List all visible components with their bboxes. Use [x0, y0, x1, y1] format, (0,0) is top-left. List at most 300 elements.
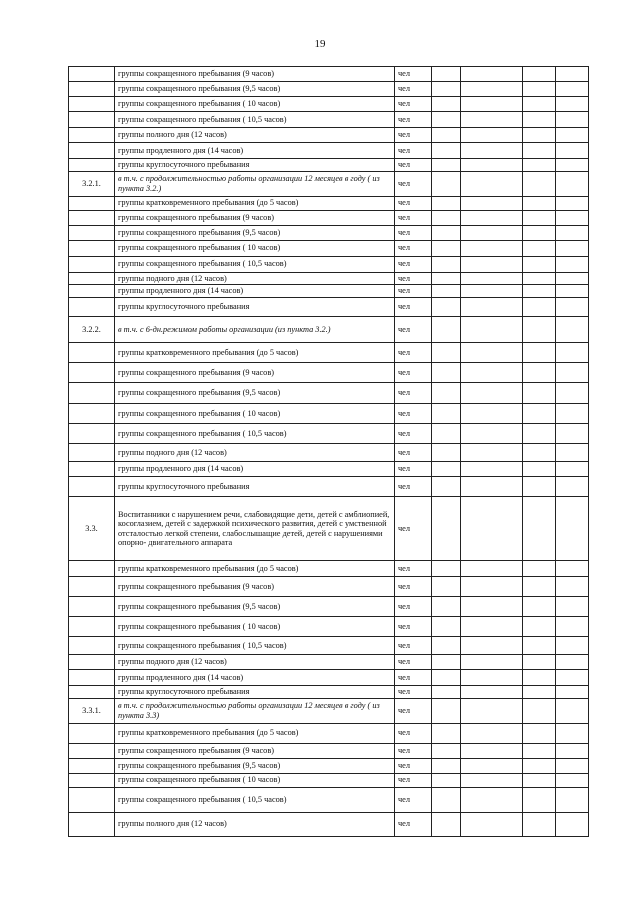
value-cell	[556, 285, 589, 298]
value-cell	[523, 159, 556, 172]
value-cell	[556, 143, 589, 159]
value-cell	[523, 773, 556, 787]
value-cell	[523, 196, 556, 210]
value-cell	[556, 561, 589, 577]
value-cell	[432, 298, 461, 317]
row-number	[69, 240, 115, 256]
table-row	[69, 812, 589, 836]
row-unit: чел	[395, 317, 432, 343]
row-description: группы сокращенного пребывания ( 10 часов)	[115, 97, 395, 112]
value-cell	[432, 424, 461, 444]
value-cell	[556, 812, 589, 836]
value-cell	[432, 317, 461, 343]
row-description: группы полного дня (12 часов)	[115, 812, 395, 836]
row-number	[69, 743, 115, 758]
value-cell	[432, 285, 461, 298]
table-row	[69, 171, 589, 196]
row-number	[69, 363, 115, 383]
table-row	[69, 758, 589, 773]
value-cell	[556, 497, 589, 561]
value-cell	[432, 787, 461, 812]
value-cell	[523, 477, 556, 497]
table-row	[69, 773, 589, 787]
value-cell	[432, 128, 461, 143]
row-number	[69, 637, 115, 655]
table-row	[69, 82, 589, 97]
row-number	[69, 477, 115, 497]
row-number: 3.3.1.	[69, 698, 115, 723]
row-unit: чел	[395, 444, 432, 462]
table-row	[69, 343, 589, 363]
row-description: группы сокращенного пребывания (9 часов)	[115, 363, 395, 383]
value-cell	[556, 82, 589, 97]
table-row	[69, 128, 589, 143]
statistics-table	[68, 66, 589, 837]
value-cell	[556, 617, 589, 637]
table-row	[69, 597, 589, 617]
row-description: группы сокращенного пребывания (9,5 часов)	[115, 383, 395, 404]
row-unit: чел	[395, 363, 432, 383]
row-unit: чел	[395, 743, 432, 758]
row-description: группы кратковременного пребывания (до 5 часов)	[115, 723, 395, 743]
value-cell	[432, 343, 461, 363]
row-description: группы круглосуточного пребывания	[115, 686, 395, 699]
value-cell	[432, 686, 461, 699]
table-row	[69, 723, 589, 743]
value-cell	[556, 787, 589, 812]
value-cell	[432, 363, 461, 383]
table-row	[69, 143, 589, 159]
row-unit: чел	[395, 637, 432, 655]
value-cell	[432, 617, 461, 637]
row-description: группы кратковременного пребывания (до 5 часов)	[115, 561, 395, 577]
value-cell	[556, 444, 589, 462]
row-number	[69, 82, 115, 97]
table-row	[69, 617, 589, 637]
table-row	[69, 210, 589, 225]
value-cell	[432, 143, 461, 159]
value-cell	[523, 272, 556, 285]
value-cell	[523, 343, 556, 363]
value-cell	[556, 317, 589, 343]
value-cell	[523, 444, 556, 462]
row-number: 3.3.	[69, 497, 115, 561]
value-cell	[556, 240, 589, 256]
value-cell	[523, 577, 556, 597]
value-cell	[523, 383, 556, 404]
value-cell	[432, 444, 461, 462]
value-cell	[523, 404, 556, 424]
row-description: группы продленного дня (14 часов)	[115, 143, 395, 159]
value-cell	[432, 196, 461, 210]
row-number	[69, 462, 115, 477]
value-cell	[523, 67, 556, 82]
value-cell	[461, 97, 523, 112]
row-description: группы сокращенного пребывания (9 часов)	[115, 743, 395, 758]
value-cell	[432, 723, 461, 743]
row-number: 3.2.1.	[69, 171, 115, 196]
row-number	[69, 723, 115, 743]
value-cell	[556, 196, 589, 210]
row-number	[69, 143, 115, 159]
row-description: группы продленного дня (14 часов)	[115, 670, 395, 686]
value-cell	[432, 210, 461, 225]
table-row	[69, 462, 589, 477]
value-cell	[556, 298, 589, 317]
row-number	[69, 617, 115, 637]
row-unit: чел	[395, 210, 432, 225]
row-unit: чел	[395, 112, 432, 128]
value-cell	[556, 256, 589, 272]
row-unit: чел	[395, 670, 432, 686]
row-unit: чел	[395, 404, 432, 424]
value-cell	[461, 597, 523, 617]
row-unit: чел	[395, 225, 432, 240]
row-unit: чел	[395, 812, 432, 836]
value-cell	[461, 112, 523, 128]
table-row	[69, 670, 589, 686]
row-description: группы сокращенного пребывания ( 10 часов)	[115, 773, 395, 787]
value-cell	[523, 462, 556, 477]
row-number	[69, 686, 115, 699]
row-number	[69, 210, 115, 225]
row-description: группы продленного дня (14 часов)	[115, 285, 395, 298]
value-cell	[432, 404, 461, 424]
row-description: группы сокращенного пребывания ( 10,5 часов)	[115, 256, 395, 272]
value-cell	[432, 597, 461, 617]
value-cell	[461, 686, 523, 699]
value-cell	[432, 812, 461, 836]
value-cell	[432, 112, 461, 128]
row-unit: чел	[395, 424, 432, 444]
value-cell	[523, 637, 556, 655]
value-cell	[461, 670, 523, 686]
table-row	[69, 97, 589, 112]
value-cell	[556, 686, 589, 699]
value-cell	[461, 812, 523, 836]
value-cell	[523, 686, 556, 699]
row-description: группы сокращенного пребывания (9 часов)	[115, 577, 395, 597]
value-cell	[461, 477, 523, 497]
value-cell	[432, 97, 461, 112]
value-cell	[523, 210, 556, 225]
row-unit: чел	[395, 773, 432, 787]
row-number	[69, 383, 115, 404]
value-cell	[556, 159, 589, 172]
row-number	[69, 773, 115, 787]
row-description: группы кратковременного пребывания (до 5 часов)	[115, 196, 395, 210]
value-cell	[523, 723, 556, 743]
value-cell	[461, 343, 523, 363]
value-cell	[556, 383, 589, 404]
value-cell	[556, 655, 589, 670]
value-cell	[523, 655, 556, 670]
value-cell	[432, 758, 461, 773]
value-cell	[556, 225, 589, 240]
row-number	[69, 128, 115, 143]
value-cell	[523, 97, 556, 112]
value-cell	[523, 128, 556, 143]
value-cell	[461, 462, 523, 477]
row-number	[69, 561, 115, 577]
table-row	[69, 285, 589, 298]
row-unit: чел	[395, 196, 432, 210]
row-unit: чел	[395, 787, 432, 812]
row-unit: чел	[395, 383, 432, 404]
row-number	[69, 97, 115, 112]
row-unit: чел	[395, 686, 432, 699]
value-cell	[432, 637, 461, 655]
value-cell	[432, 272, 461, 285]
row-number	[69, 256, 115, 272]
value-cell	[523, 787, 556, 812]
row-description: в т.ч. с продолжительностью работы организации 12 месяцев в году ( из пункта 3.2.)	[115, 171, 395, 196]
row-unit: чел	[395, 256, 432, 272]
value-cell	[432, 240, 461, 256]
table-row	[69, 196, 589, 210]
row-number	[69, 404, 115, 424]
table-row	[69, 743, 589, 758]
row-description: группы сокращенного пребывания (9 часов)	[115, 67, 395, 82]
value-cell	[523, 812, 556, 836]
value-cell	[461, 128, 523, 143]
table-body	[69, 67, 589, 837]
value-cell	[432, 743, 461, 758]
row-number	[69, 159, 115, 172]
row-unit: чел	[395, 272, 432, 285]
value-cell	[461, 561, 523, 577]
row-unit: чел	[395, 171, 432, 196]
value-cell	[556, 171, 589, 196]
value-cell	[432, 561, 461, 577]
value-cell	[556, 758, 589, 773]
value-cell	[523, 670, 556, 686]
table-row	[69, 637, 589, 655]
value-cell	[556, 363, 589, 383]
value-cell	[556, 597, 589, 617]
value-cell	[461, 67, 523, 82]
value-cell	[556, 67, 589, 82]
value-cell	[432, 698, 461, 723]
row-description: группы круглосуточного пребывания	[115, 477, 395, 497]
row-description: группы сокращенного пребывания ( 10,5 часов)	[115, 112, 395, 128]
row-description: группы сокращенного пребывания ( 10 часов)	[115, 240, 395, 256]
value-cell	[461, 171, 523, 196]
value-cell	[461, 743, 523, 758]
value-cell	[461, 787, 523, 812]
value-cell	[461, 82, 523, 97]
value-cell	[556, 424, 589, 444]
value-cell	[523, 363, 556, 383]
table-row	[69, 577, 589, 597]
value-cell	[556, 112, 589, 128]
value-cell	[523, 497, 556, 561]
value-cell	[523, 171, 556, 196]
row-unit: чел	[395, 497, 432, 561]
value-cell	[523, 743, 556, 758]
value-cell	[556, 272, 589, 285]
row-number	[69, 670, 115, 686]
value-cell	[432, 477, 461, 497]
table-row	[69, 240, 589, 256]
value-cell	[461, 655, 523, 670]
row-unit: чел	[395, 240, 432, 256]
table-row	[69, 383, 589, 404]
table-row	[69, 67, 589, 82]
value-cell	[556, 698, 589, 723]
value-cell	[523, 112, 556, 128]
row-description: группы кратковременного пребывания (до 5 часов)	[115, 343, 395, 363]
row-description: в т.ч. с продолжительностью работы организации 12 месяцев в году ( из пункта 3.3)	[115, 698, 395, 723]
row-unit: чел	[395, 577, 432, 597]
row-number	[69, 225, 115, 240]
row-number	[69, 577, 115, 597]
value-cell	[523, 758, 556, 773]
value-cell	[432, 159, 461, 172]
row-number	[69, 112, 115, 128]
value-cell	[432, 462, 461, 477]
row-number	[69, 343, 115, 363]
row-unit: чел	[395, 655, 432, 670]
row-number	[69, 597, 115, 617]
row-number	[69, 196, 115, 210]
value-cell	[523, 225, 556, 240]
value-cell	[556, 97, 589, 112]
value-cell	[523, 256, 556, 272]
value-cell	[523, 240, 556, 256]
value-cell	[556, 577, 589, 597]
value-cell	[556, 637, 589, 655]
row-unit: чел	[395, 298, 432, 317]
row-description: группы сокращенного пребывания (9,5 часов)	[115, 758, 395, 773]
row-description: группы подного дня (12 часов)	[115, 655, 395, 670]
row-description: в т.ч. с 6-дн.режимом работы организации (из пункта 3.2.)	[115, 317, 395, 343]
row-number	[69, 67, 115, 82]
row-description: Воспитанники с нарушением речи, слабовидящие дети, детей с амблиопией, косоглазием, детей с задержкой психического развития, детей с умственной отсталостью легкой степени, слабослышащие детей, детей с нарушениями опорно- двигательного аппарата	[115, 497, 395, 561]
value-cell	[461, 698, 523, 723]
value-cell	[461, 758, 523, 773]
value-cell	[461, 225, 523, 240]
value-cell	[556, 743, 589, 758]
row-description: группы подного дня (12 часов)	[115, 272, 395, 285]
row-unit: чел	[395, 128, 432, 143]
value-cell	[461, 285, 523, 298]
row-unit: чел	[395, 343, 432, 363]
value-cell	[461, 497, 523, 561]
value-cell	[556, 343, 589, 363]
value-cell	[432, 225, 461, 240]
row-unit: чел	[395, 758, 432, 773]
value-cell	[523, 317, 556, 343]
value-cell	[461, 240, 523, 256]
table-row	[69, 298, 589, 317]
table-row	[69, 363, 589, 383]
row-unit: чел	[395, 285, 432, 298]
row-description: группы сокращенного пребывания ( 10 часов)	[115, 404, 395, 424]
value-cell	[432, 256, 461, 272]
table-row	[69, 159, 589, 172]
value-cell	[461, 424, 523, 444]
value-cell	[432, 670, 461, 686]
row-description: группы сокращенного пребывания ( 10,5 часов)	[115, 424, 395, 444]
value-cell	[556, 462, 589, 477]
row-description: группы круглосуточного пребывания	[115, 298, 395, 317]
value-cell	[523, 143, 556, 159]
value-cell	[556, 128, 589, 143]
value-cell	[461, 256, 523, 272]
value-cell	[556, 210, 589, 225]
row-description: группы сокращенного пребывания (9,5 часов)	[115, 597, 395, 617]
value-cell	[461, 159, 523, 172]
value-cell	[556, 670, 589, 686]
table-row	[69, 655, 589, 670]
value-cell	[461, 317, 523, 343]
table-row	[69, 317, 589, 343]
table-row	[69, 686, 589, 699]
value-cell	[432, 383, 461, 404]
table-row	[69, 787, 589, 812]
row-description: группы круглосуточного пребывания	[115, 159, 395, 172]
table-row	[69, 497, 589, 561]
value-cell	[461, 637, 523, 655]
row-number	[69, 655, 115, 670]
value-cell	[432, 773, 461, 787]
table-row	[69, 272, 589, 285]
row-unit: чел	[395, 723, 432, 743]
row-unit: чел	[395, 97, 432, 112]
value-cell	[432, 497, 461, 561]
value-cell	[556, 773, 589, 787]
row-unit: чел	[395, 561, 432, 577]
value-cell	[523, 82, 556, 97]
value-cell	[461, 383, 523, 404]
row-unit: чел	[395, 159, 432, 172]
row-number: 3.2.2.	[69, 317, 115, 343]
value-cell	[432, 82, 461, 97]
row-unit: чел	[395, 462, 432, 477]
value-cell	[461, 723, 523, 743]
row-number	[69, 758, 115, 773]
row-number	[69, 272, 115, 285]
value-cell	[523, 424, 556, 444]
row-unit: чел	[395, 477, 432, 497]
table-row	[69, 424, 589, 444]
value-cell	[523, 617, 556, 637]
table-row	[69, 444, 589, 462]
row-number	[69, 424, 115, 444]
row-unit: чел	[395, 143, 432, 159]
value-cell	[461, 404, 523, 424]
row-number	[69, 285, 115, 298]
value-cell	[523, 597, 556, 617]
row-description: группы сокращенного пребывания (9,5 часов)	[115, 82, 395, 97]
value-cell	[432, 577, 461, 597]
table-row	[69, 477, 589, 497]
row-description: группы сокращенного пребывания (9,5 часов)	[115, 225, 395, 240]
value-cell	[556, 404, 589, 424]
value-cell	[432, 655, 461, 670]
row-number	[69, 787, 115, 812]
row-unit: чел	[395, 82, 432, 97]
row-unit: чел	[395, 597, 432, 617]
value-cell	[523, 561, 556, 577]
table-row	[69, 225, 589, 240]
value-cell	[556, 723, 589, 743]
row-number	[69, 812, 115, 836]
row-unit: чел	[395, 698, 432, 723]
value-cell	[461, 617, 523, 637]
table-row	[69, 698, 589, 723]
